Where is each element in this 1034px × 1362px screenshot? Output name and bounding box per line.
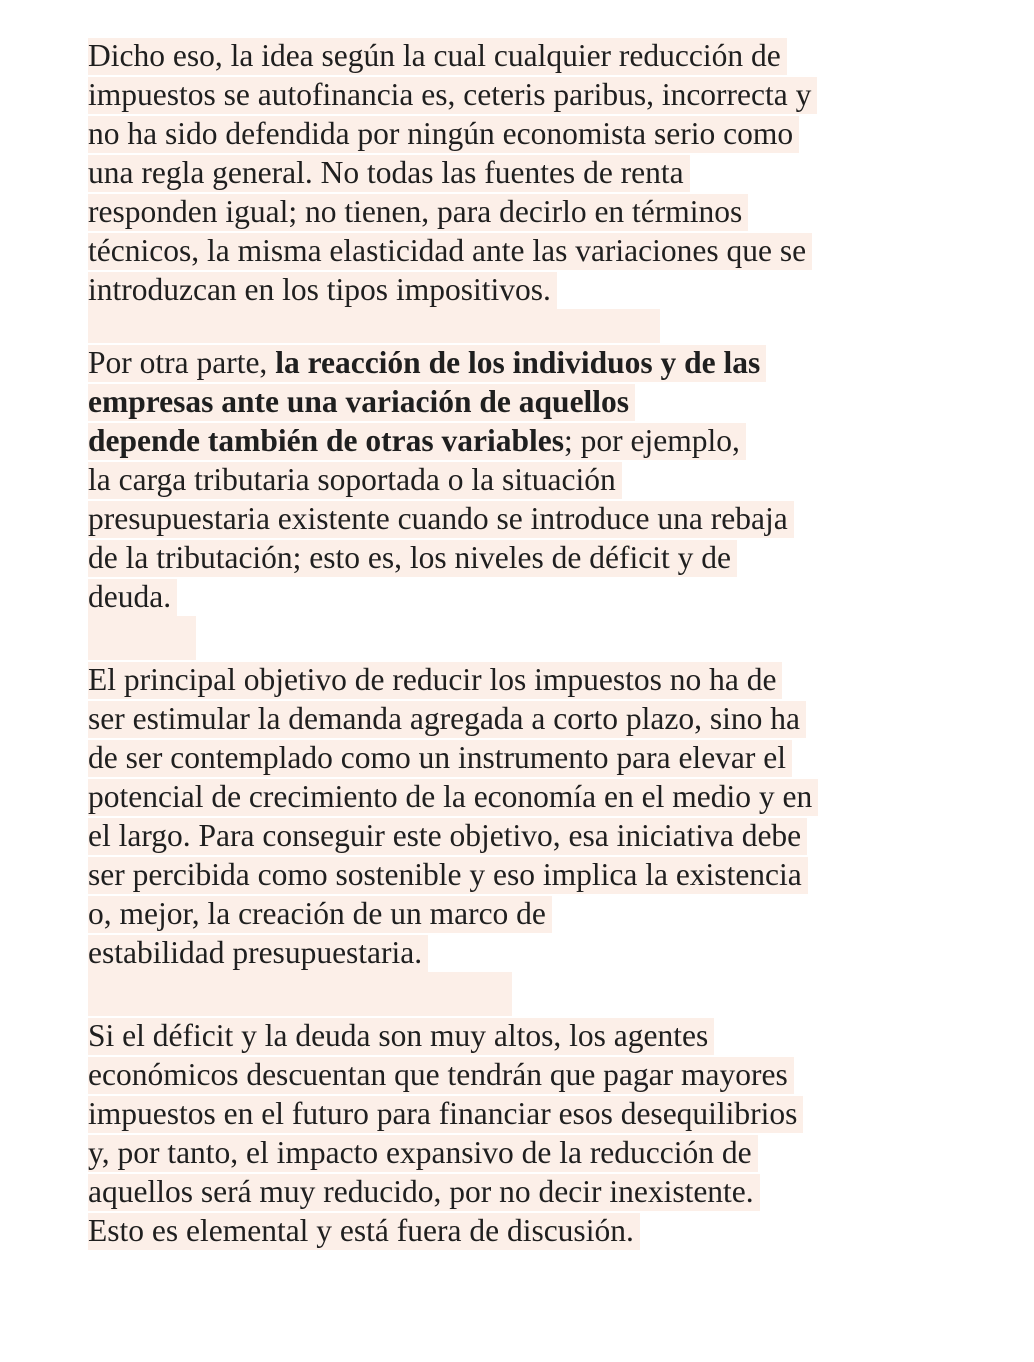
text-line: potencial de crecimiento de la economía en el medio y en [88, 777, 998, 816]
text-line: responden igual; no tienen, para decirlo en términos [88, 192, 998, 231]
paragraph-3 [88, 660, 998, 972]
text-line: técnicos, la misma elasticidad ante las variaciones que se [88, 231, 998, 270]
bold-text: la reacción de los individuos y de las [275, 345, 761, 380]
text-line: la carga tributaria soportada o la situación [88, 460, 998, 499]
plain-text: ; por ejemplo, [564, 423, 740, 458]
text-line: Si el déficit y la deuda son muy altos, los agentes [88, 1016, 998, 1055]
text-line: de ser contemplado como un instrumento para elevar el [88, 738, 998, 777]
text-line: deuda. [88, 577, 998, 616]
text-line [88, 382, 998, 421]
highlight-gap [88, 309, 660, 343]
text-line: de la tributación; esto es, los niveles de déficit y de [88, 538, 998, 577]
highlight-gap [88, 616, 196, 660]
text-line: Dicho eso, la idea según la cual cualquier reducción de [88, 36, 998, 75]
bold-text: depende también de otras variables [88, 423, 564, 458]
plain-text: Por otra parte, [88, 345, 276, 380]
text-line: impuestos en el futuro para financiar esos desequilibrios [88, 1094, 998, 1133]
text-line: estabilidad presupuestaria. [88, 933, 998, 972]
text-line: ser percibida como sostenible y eso implica la existencia [88, 855, 998, 894]
text-line: ser estimular la demanda agregada a corto plazo, sino ha [88, 699, 998, 738]
text-line: impuestos se autofinancia es, ceteris paribus, incorrecta y [88, 75, 998, 114]
text-line: económicos descuentan que tendrán que pagar mayores [88, 1055, 998, 1094]
text-line: El principal objetivo de reducir los impuestos no ha de [88, 660, 998, 699]
text-line: y, por tanto, el impacto expansivo de la reducción de [88, 1133, 998, 1172]
text-line: presupuestaria existente cuando se introduce una rebaja [88, 499, 998, 538]
text-line: introduzcan en los tipos impositivos. [88, 270, 998, 309]
highlight-gap [88, 972, 512, 1016]
text-line [88, 343, 998, 382]
text-line: o, mejor, la creación de un marco de [88, 894, 998, 933]
paragraph-4 [88, 1016, 998, 1250]
text-line: una regla general. No todas las fuentes de renta [88, 153, 998, 192]
text-line: el largo. Para conseguir este objetivo, esa iniciativa debe [88, 816, 998, 855]
text-line [88, 421, 998, 460]
text-line: Esto es elemental y está fuera de discusión. [88, 1211, 998, 1250]
text-line: no ha sido defendida por ningún economista serio como [88, 114, 998, 153]
paragraph-1 [88, 36, 998, 309]
paragraph-2 [88, 343, 998, 616]
bold-text: empresas ante una variación de aquellos [88, 384, 630, 419]
article-text [88, 36, 998, 1250]
text-line: aquellos será muy reducido, por no decir inexistente. [88, 1172, 998, 1211]
